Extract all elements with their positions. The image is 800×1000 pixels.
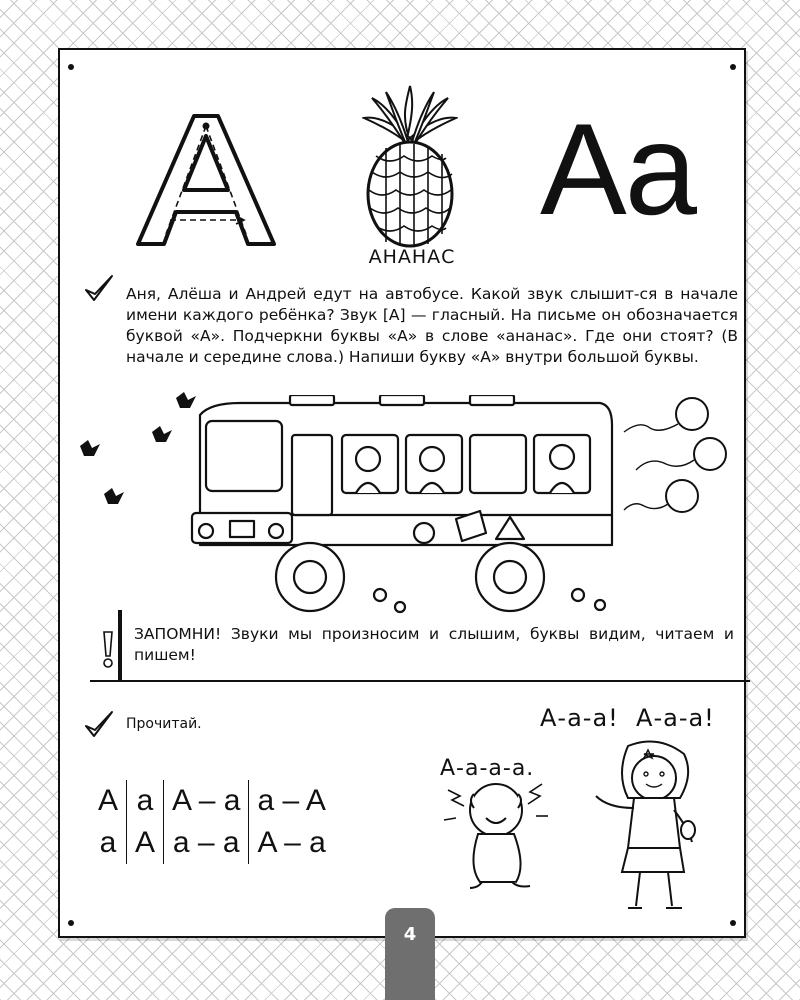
bus-illustration <box>180 395 620 620</box>
table-cell: A – a <box>257 826 326 859</box>
page-number-tab <box>385 908 435 1000</box>
big-letters-aa: Aa <box>540 96 696 242</box>
reading-letters-table <box>90 780 410 880</box>
pin-icon <box>68 920 74 926</box>
shout-text-2: А-а-а-а. <box>440 756 535 781</box>
table-cell: a – a <box>164 822 249 864</box>
table-cell: a – A <box>257 784 326 817</box>
task-1-text: Аня, Алёша и Андрей едут на автобусе. Какой звук слышит-ся в начале имени каждого ребёнка? Звук [А] — гласный. На письме он обозначается буквой «А». Подчеркни буквы «А» в слове «ананас». Где они стоят? (В начале и середине слова.) Напиши букву «А» внутри большой буквы. <box>126 285 738 366</box>
table-cell: a <box>127 780 164 822</box>
shout-text-1: А-а-а! А-а-а! <box>540 704 715 732</box>
singing-girl-illustration <box>588 738 718 918</box>
table-cell: A – a <box>164 780 249 822</box>
checkmark-icon <box>84 710 114 740</box>
table-row <box>90 780 334 822</box>
checkmark-icon <box>84 274 114 304</box>
exclamation-icon <box>100 630 116 670</box>
remember-bar <box>118 610 122 682</box>
table-cell: A <box>90 780 127 822</box>
balloons-icon <box>620 390 730 540</box>
pin-icon <box>68 64 74 70</box>
letter-a-tracing-icon <box>136 108 276 248</box>
table-row <box>90 822 334 864</box>
butterflies-icon <box>80 390 200 520</box>
crying-baby-illustration <box>438 770 558 890</box>
pin-icon <box>730 64 736 70</box>
table-cell: A <box>127 822 164 864</box>
divider <box>90 680 750 682</box>
table-cell: a <box>90 822 127 864</box>
pin-icon <box>730 920 736 926</box>
remember-text: ЗАПОМНИ! Звуки мы произносим и слышим, буквы видим, читаем и пишем! <box>134 625 734 664</box>
pineapple-icon <box>362 82 458 252</box>
read-label: Прочитай. <box>126 716 202 732</box>
page-number: 4 <box>403 924 417 945</box>
worksheet-page <box>58 48 746 938</box>
picture-label: АНАНАС <box>368 246 456 268</box>
